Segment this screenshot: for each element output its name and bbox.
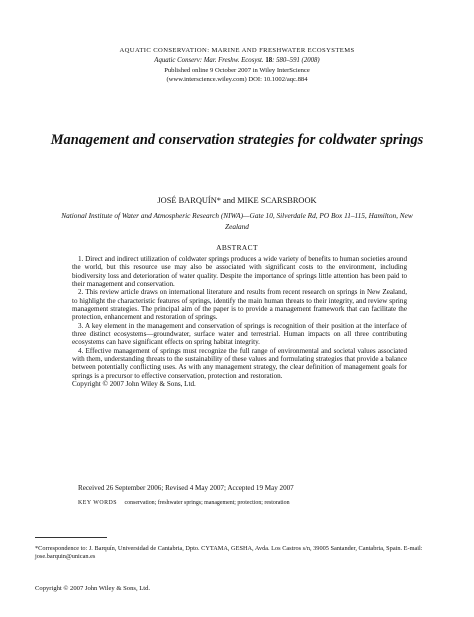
correspondence-footnote: *Correspondence to: J. Barquín, Universidad de Cantabria, Dpto. CYTAMA, GESHA, Avda. Los Castros s/n, 39005 Santander, Cantabria, Spain. E-mail: jose.barquin@unican.es: [35, 545, 423, 561]
footnote-rule: [35, 537, 107, 538]
keywords-label: KEY WORDS: [78, 500, 118, 506]
abstract-paragraph-3: 3. A key element in the management and conservation of springs is recognition of their position at the interface of three distinct ecosystems—groundwater, surface water and terrestrial. Human impacts on all three contributing ecosystems can have significant effects on spring habitat integrity.: [72, 321, 407, 347]
article-dates: Received 26 September 2006; Revised 4 May 2007; Accepted 19 May 2007: [78, 484, 294, 492]
abstract-body: [72, 255, 407, 389]
journal-citation: [0, 55, 474, 67]
abstract-paragraph-2: 2. This review article draws on international literature and results from recent research on springs in New Zealand, to highlight the characteristic features of springs, identify the main human threats to their integrity, and review spring management strategies. The principal aim of the paper is to provide a management framework that can facilitate the protection, enhancement and restoration of springs.: [72, 288, 407, 322]
journal-name: AQUATIC CONSERVATION: MARINE AND FRESHWATER ECOSYSTEMS: [119, 47, 355, 54]
author-affiliation: National Institute of Water and Atmospheric Research (NIWA)—Gate 10, Silverdale Rd, PO Box 11–115, Hamilton, New Zealand: [61, 211, 413, 231]
page-footer-copyright: Copyright © 2007 John Wiley & Sons, Ltd.: [35, 585, 151, 592]
journal-header: [0, 46, 474, 84]
abstract-paragraph-1: 1. Direct and indirect utilization of coldwater springs produces a wide variety of benefits to human societies around the world, but this resource use may also be associated with significant costs to the environment, including biodiversity loss and deterioration of water quality. Despite the importance of springs little attention has been paid to their management and conservation.: [72, 255, 407, 289]
abstract-paragraph-4: 4. Effective management of springs must recognize the full range of environmental and societal values associated with them, understanding threats to the sustainability of these values and formulating strategies that provide a balance between potentially conflicting uses. As with any management strategy, the clear definition of management goals for springs is a precursor to effective conservation, protection and restoration.: [72, 346, 407, 380]
citation-prefix: Aquatic Conserv: Mar. Freshw. Ecosyst.: [154, 57, 264, 64]
article-authors: JOSÉ BARQUÍN* and MIKE SCARSBROOK: [157, 196, 317, 205]
published-line: Published online 9 October 2007 in Wiley InterScience: [164, 67, 310, 74]
keywords: [78, 500, 290, 506]
citation-volume: 18: [265, 57, 273, 64]
article-title: Management and conservation strategies for coldwater springs: [50, 132, 424, 148]
citation-suffix: : 580–591 (2008): [272, 57, 320, 64]
keywords-text: conservation; freshwater springs; management; protection; restoration: [124, 500, 290, 506]
abstract-heading: ABSTRACT: [216, 243, 258, 252]
abstract-copyright: Copyright © 2007 John Wiley & Sons, Ltd.: [72, 380, 196, 389]
doi-line: (www.interscience.wiley.com) DOI: 10.1002/aqc.884: [166, 75, 308, 83]
